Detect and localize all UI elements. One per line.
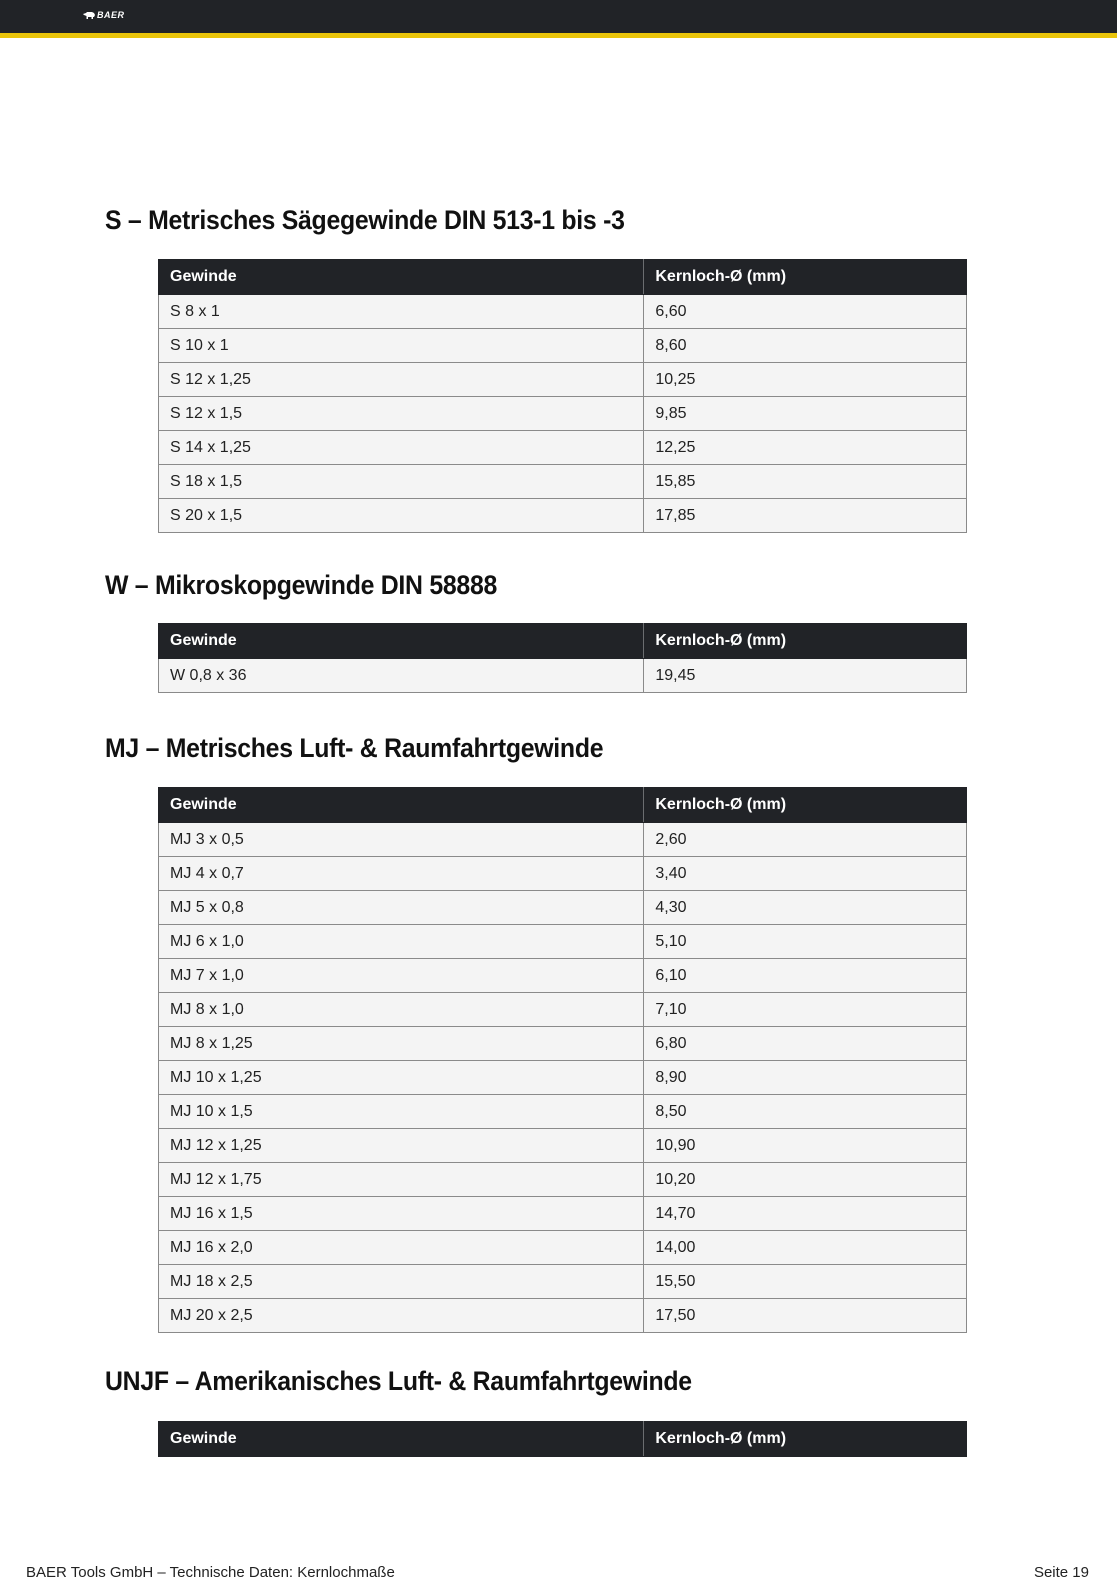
cell-kernloch: 2,60 bbox=[644, 823, 967, 857]
section-title-w: W – Mikroskopgewinde DIN 58888 bbox=[105, 570, 498, 600]
table-header-row bbox=[159, 788, 967, 823]
column-header-kernloch: Kernloch-Ø (mm) bbox=[644, 1422, 967, 1457]
column-header-kernloch: Kernloch-Ø (mm) bbox=[644, 260, 967, 295]
header-bar bbox=[0, 0, 1117, 33]
table-row bbox=[159, 857, 967, 891]
column-header-kernloch: Kernloch-Ø (mm) bbox=[644, 788, 967, 823]
table-row bbox=[159, 1027, 967, 1061]
cell-kernloch: 17,50 bbox=[644, 1299, 967, 1333]
table-row bbox=[159, 1129, 967, 1163]
table-row bbox=[159, 397, 967, 431]
section-title-mj: MJ – Metrisches Luft- & Raumfahrtgewinde bbox=[105, 733, 604, 763]
cell-gewinde: MJ 4 x 0,7 bbox=[159, 857, 644, 891]
cell-kernloch: 15,50 bbox=[644, 1265, 967, 1299]
table-w bbox=[158, 623, 967, 693]
logo-text: BAER bbox=[97, 10, 125, 20]
cell-gewinde: MJ 16 x 1,5 bbox=[159, 1197, 644, 1231]
footer-document-title: BAER Tools GmbH – Technische Daten: Kernlochmaße bbox=[26, 1564, 395, 1581]
cell-gewinde: MJ 18 x 2,5 bbox=[159, 1265, 644, 1299]
table-row bbox=[159, 993, 967, 1027]
cell-gewinde: S 8 x 1 bbox=[159, 295, 644, 329]
cell-gewinde: S 20 x 1,5 bbox=[159, 499, 644, 533]
cell-kernloch: 10,90 bbox=[644, 1129, 967, 1163]
section-title-s: S – Metrisches Sägegewinde DIN 513-1 bis -3 bbox=[105, 205, 625, 235]
cell-gewinde: S 18 x 1,5 bbox=[159, 465, 644, 499]
table-header-row bbox=[159, 624, 967, 659]
table-row bbox=[159, 659, 967, 693]
table-row bbox=[159, 959, 967, 993]
cell-gewinde: MJ 8 x 1,0 bbox=[159, 993, 644, 1027]
column-header-gewinde: Gewinde bbox=[159, 788, 644, 823]
table-header-row bbox=[159, 260, 967, 295]
table-row bbox=[159, 1231, 967, 1265]
table-row bbox=[159, 925, 967, 959]
cell-kernloch: 17,85 bbox=[644, 499, 967, 533]
cell-kernloch: 9,85 bbox=[644, 397, 967, 431]
cell-gewinde: W 0,8 x 36 bbox=[159, 659, 644, 693]
column-header-kernloch: Kernloch-Ø (mm) bbox=[644, 624, 967, 659]
cell-kernloch: 3,40 bbox=[644, 857, 967, 891]
cell-gewinde: S 10 x 1 bbox=[159, 329, 644, 363]
cell-gewinde: MJ 20 x 2,5 bbox=[159, 1299, 644, 1333]
header-accent-stripe bbox=[0, 33, 1117, 38]
table-row bbox=[159, 295, 967, 329]
table-row bbox=[159, 499, 967, 533]
bear-icon bbox=[83, 11, 95, 19]
table-row bbox=[159, 1095, 967, 1129]
table-row bbox=[159, 1061, 967, 1095]
cell-kernloch: 10,20 bbox=[644, 1163, 967, 1197]
cell-kernloch: 6,60 bbox=[644, 295, 967, 329]
cell-gewinde: MJ 12 x 1,25 bbox=[159, 1129, 644, 1163]
footer-page-number: Seite 19 bbox=[1033, 1564, 1089, 1581]
table-row bbox=[159, 363, 967, 397]
cell-gewinde: MJ 10 x 1,5 bbox=[159, 1095, 644, 1129]
cell-kernloch: 10,25 bbox=[644, 363, 967, 397]
table-row bbox=[159, 329, 967, 363]
cell-gewinde: MJ 8 x 1,25 bbox=[159, 1027, 644, 1061]
cell-kernloch: 14,70 bbox=[644, 1197, 967, 1231]
table-row bbox=[159, 1163, 967, 1197]
column-header-gewinde: Gewinde bbox=[159, 260, 644, 295]
cell-gewinde: S 12 x 1,5 bbox=[159, 397, 644, 431]
cell-gewinde: MJ 7 x 1,0 bbox=[159, 959, 644, 993]
table-row bbox=[159, 465, 967, 499]
column-header-gewinde: Gewinde bbox=[159, 624, 644, 659]
table-row bbox=[159, 891, 967, 925]
section-title-unjf: UNJF – Amerikanisches Luft- & Raumfahrtgewinde bbox=[105, 1366, 692, 1396]
table-unjf bbox=[158, 1421, 967, 1457]
cell-kernloch: 4,30 bbox=[644, 891, 967, 925]
brand-logo bbox=[83, 9, 125, 21]
cell-kernloch: 7,10 bbox=[644, 993, 967, 1027]
table-row bbox=[159, 823, 967, 857]
cell-kernloch: 5,10 bbox=[644, 925, 967, 959]
table-header-row bbox=[159, 1422, 967, 1457]
cell-kernloch: 12,25 bbox=[644, 431, 967, 465]
cell-gewinde: S 14 x 1,25 bbox=[159, 431, 644, 465]
cell-gewinde: MJ 16 x 2,0 bbox=[159, 1231, 644, 1265]
cell-gewinde: S 12 x 1,25 bbox=[159, 363, 644, 397]
cell-kernloch: 6,10 bbox=[644, 959, 967, 993]
cell-kernloch: 8,60 bbox=[644, 329, 967, 363]
cell-kernloch: 15,85 bbox=[644, 465, 967, 499]
cell-kernloch: 6,80 bbox=[644, 1027, 967, 1061]
table-row bbox=[159, 431, 967, 465]
column-header-gewinde: Gewinde bbox=[159, 1422, 644, 1457]
cell-kernloch: 8,90 bbox=[644, 1061, 967, 1095]
table-mj bbox=[158, 787, 967, 1333]
table-row bbox=[159, 1197, 967, 1231]
cell-gewinde: MJ 10 x 1,25 bbox=[159, 1061, 644, 1095]
cell-gewinde: MJ 5 x 0,8 bbox=[159, 891, 644, 925]
cell-gewinde: MJ 3 x 0,5 bbox=[159, 823, 644, 857]
cell-gewinde: MJ 12 x 1,75 bbox=[159, 1163, 644, 1197]
table-row bbox=[159, 1299, 967, 1333]
cell-kernloch: 14,00 bbox=[644, 1231, 967, 1265]
cell-gewinde: MJ 6 x 1,0 bbox=[159, 925, 644, 959]
cell-kernloch: 19,45 bbox=[644, 659, 967, 693]
table-s bbox=[158, 259, 967, 533]
table-row bbox=[159, 1265, 967, 1299]
cell-kernloch: 8,50 bbox=[644, 1095, 967, 1129]
